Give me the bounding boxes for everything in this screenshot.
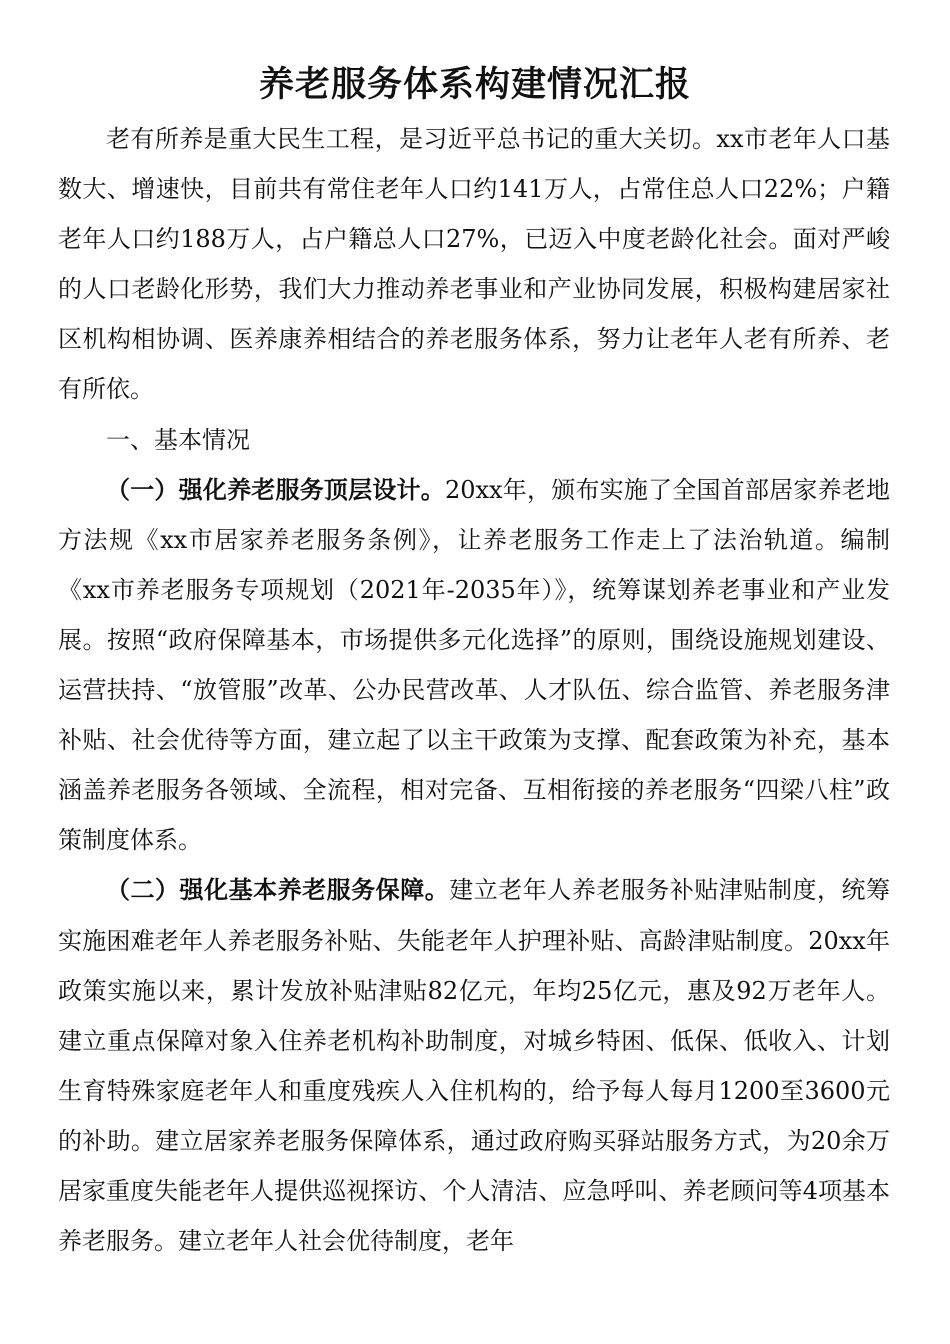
item2-lead: （二）强化基本养老服务保障。	[106, 875, 450, 905]
item1-text: 20xx年，颁布实施了全国首部居家养老地方法规《xx市居家养老服务条例》，让养老服务工作走上了法治轨道。编制《xx市养老服务专项规划（2021年-2035年）》，统筹谋划养老事业和产业发展。按照“政府保障基本，市场提供多元化选择”的原则，围绕设施规划建设、运营扶持、“放管服”改革、公办民营改革、人才队伍、综合监管、养老服务津补贴、社会优待等方面，建立起了以主干政策为支撑、配套政策为补充，基本涵盖养老服务各领域、全流程，相对完备、互相衔接的养老服务“四梁八柱”政策制度体系。	[58, 475, 891, 855]
item1-paragraph	[58, 465, 890, 866]
intro-paragraph: 老有所养是重大民生工程，是习近平总书记的重大关切。xx市老年人口基数大、增速快，目前共有常住老年人口约141万人，占常住总人口22%；户籍老年人口约188万人，占户籍总人口27%，已迈入中度老龄化社会。面对严峻的人口老龄化形势，我们大力推动养老事业和产业协同发展，积极构建居家社区机构相协调、医养康养相结合的养老服务体系，努力让老年人老有所养、老有所依。	[58, 125, 890, 404]
document-body	[58, 114, 890, 1266]
document-title: 养老服务体系构建情况汇报	[258, 64, 691, 105]
section-heading-basic-situation: 一、基本情况	[106, 425, 250, 454]
item1-lead: （一）强化养老服务顶层设计。	[106, 474, 445, 504]
item2-text: 建立老年人养老服务补贴津贴制度，统筹实施困难老年人养老服务补贴、失能老年人护理补贴、高龄津贴制度。20xx年政策实施以来，累计发放补贴津贴82亿元，年均25亿元，惠及92万老年人。建立重点保障对象入住养老机构补助制度，对城乡特困、低保、低收入、计划生育特殊家庭老年人和重度残疾人入住机构的，给予每人每月1200至3600元的补助。建立居家养老服务保障体系，通过政府购买驿站服务方式，为20余万居家重度失能老年人提供巡视探访、个人清洁、应急呼叫、养老顾问等4项基本养老服务。建立老年人社会优待制度，老年	[58, 876, 891, 1256]
item2-paragraph	[58, 865, 890, 1266]
